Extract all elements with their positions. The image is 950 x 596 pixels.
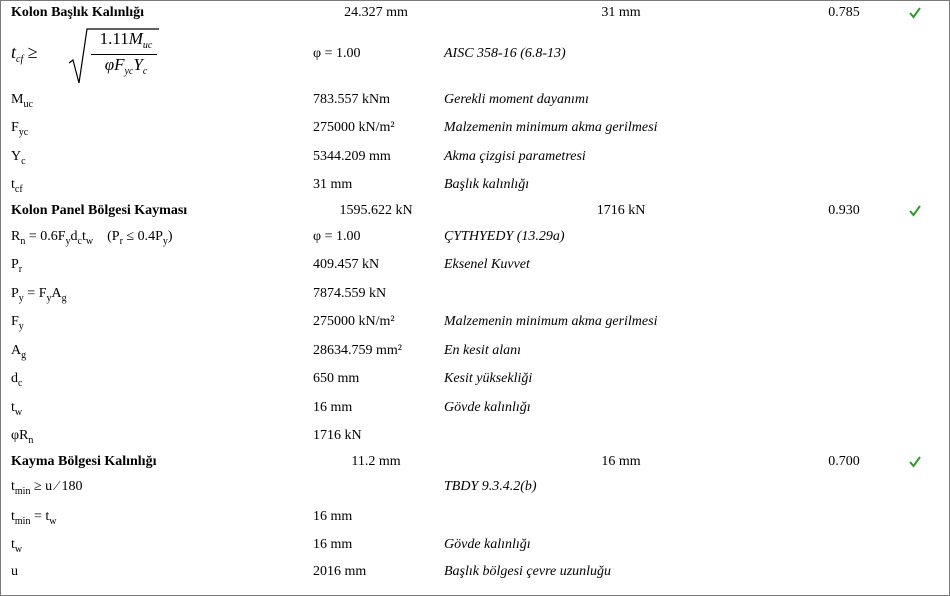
shear-formula: $t_{min} \ge u$ ⁄ 180 xyxy=(11,479,83,497)
calculation-report: Kolon Başlık Kalınlığı 24.327 mm 31 mm 0.785 $t_{cf}$ ≥ $1.11M_{uc}$ $\varphi F_{yc}Y_c$ φ = 1.00 AISC 358-16 (6.8-13) $M_{uc}$ 783.557 kNm Gerekli moment dayanımı $F_{yc}$ 275000 kN/m² Malzemenin minimum akma gerilmesi $Y_c$ 5344.209 mm Akma çizgisi parametresi $t_{cf}$ 31 mm Başlık kalınlığı Kolon Panel Bölgesi Kayması 1595.622 kN 1716 kN 0.930 $R_n = 0.6F_yd_ct_w$ $(P_r \le 0.4P_y)$ φ = 1.00 ÇYTHYEDY (13.29a) $P_r$ 409.457 kN Eksenel Kuvvet $P_y = F_yA_g$ 7874.559 kN $F_y$ 275000 kN/m² Malzemenin minimum akma gerilmesi $A_g$ 28634.759 mm² En kesit alanı $d_c$ 650 mm Kesit yüksekliği $t_w$ 16 mm Gövde kalınlığı $\varphi R_n$ 1716 kN Kayma Bölgesi Kalınlığı 11.2 mm 16 mm 0.700 $t_{min} \ge u$ ⁄ 180 TBDY 9.3.4.2(b) $t_{min} = t_w$ 16 mm $t_w$ 16 mm Gövde kalınlığı u 2016 mm Başlık bölgesi çevre uzunluğu xyxy=(0,0,950,596)
flange-ratio: 0.785 xyxy=(828,5,860,20)
shear-title: Kayma Bölgesi Kalınlığı xyxy=(11,454,157,469)
shear-ratio: 0.700 xyxy=(828,454,860,469)
flange-formula: $t_{cf}$ ≥ $1.11M_{uc}$ $\varphi F_{yc}Y_c$ xyxy=(11,25,151,87)
flange-title: Kolon Başlık Kalınlığı xyxy=(11,5,145,20)
panel-reference: ÇYTHYEDY (13.29a) xyxy=(444,229,565,244)
panel-formula: $R_n = 0.6F_yd_ct_w$ $(P_r \le 0.4P_y)$ xyxy=(11,229,173,247)
shear-reference: TBDY 9.3.4.2(b) xyxy=(444,479,537,494)
panel-title: Kolon Panel Bölgesi Kayması xyxy=(11,203,188,218)
flange-required: 24.327 mm xyxy=(344,5,408,20)
shear-required: 11.2 mm xyxy=(351,454,401,469)
panel-ratio: 0.930 xyxy=(828,203,860,218)
check-icon xyxy=(907,4,923,22)
shear-provided: 16 mm xyxy=(601,454,641,469)
flange-provided: 31 mm xyxy=(601,5,641,20)
flange-phi: φ = 1.00 xyxy=(313,46,361,61)
panel-phi: φ = 1.00 xyxy=(313,229,361,244)
check-icon xyxy=(907,202,923,220)
check-icon xyxy=(907,453,923,471)
flange-reference: AISC 358-16 (6.8-13) xyxy=(444,46,566,61)
panel-provided: 1716 kN xyxy=(596,203,646,218)
panel-required: 1595.622 kN xyxy=(339,203,413,218)
